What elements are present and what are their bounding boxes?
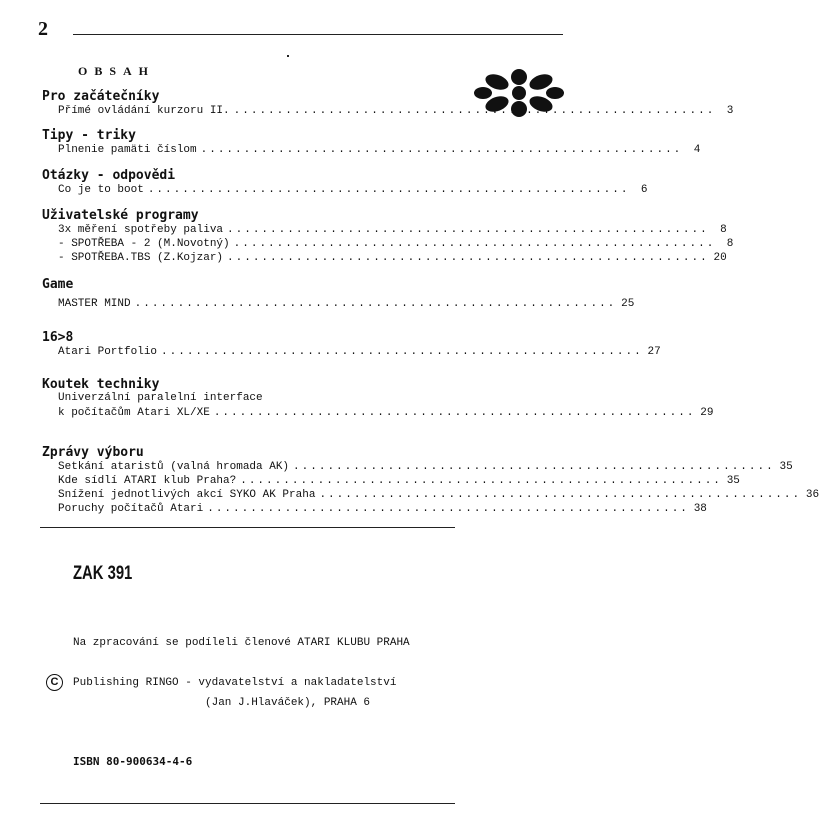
isbn: ISBN 80-900634-4-6	[73, 755, 193, 768]
section-title: Zprávy výboru	[42, 445, 144, 460]
toc-entry: MASTER MIND ........................................................ 25	[58, 298, 635, 310]
toc-entry: Co je to boot ........................................................ 6	[58, 184, 648, 196]
toc-entry: Plnenie pamäti číslom ........................................................ 4	[58, 144, 701, 156]
page-number: 2	[38, 18, 48, 40]
toc-line: Univerzální paralelní interface	[58, 392, 263, 404]
section-title: Game	[42, 277, 74, 292]
toc-entry: Snížení jednotlivých akcí SYKO AK Praha ........................................................ 36	[58, 489, 819, 501]
toc-entry: Poruchy počítačů Atari ........................................................ 38	[58, 503, 707, 515]
section-rule	[40, 527, 455, 528]
toc-entry: Kde sídlí ATARI klub Praha? ........................................................ 35	[58, 475, 740, 487]
contents-heading: OBSAH	[78, 64, 156, 78]
toc-entry: 3x měření spotřeby paliva ........................................................ 8	[58, 224, 727, 236]
issue-title: ZAK 391	[73, 563, 133, 584]
toc-entry: Setkání ataristů (valná hromada AK) ........................................................ 35	[58, 461, 793, 473]
publisher-line-2: (Jan J.Hlaváček), PRAHA 6	[205, 697, 371, 709]
section-title: 16>8	[42, 330, 74, 345]
copyright-icon: C	[46, 674, 63, 691]
publisher-line-1: Publishing RINGO - vydavatelství a nakladatelství	[73, 677, 397, 689]
section-title: Koutek techniky	[42, 377, 160, 392]
toc-entry: Přímé ovládání kurzoru II. ........................................................ 3	[58, 105, 734, 117]
credits-line: Na zpracování se podíleli členové ATARI KLUBU PRAHA	[73, 637, 410, 649]
toc-entry: Atari Portfolio ........................................................ 27	[58, 346, 661, 358]
toc-entry: - SPOTŘEBA.TBS (Z.Kojzar) ........................................................ 20	[58, 252, 727, 264]
print-speck	[287, 55, 289, 57]
toc-entry: k počítačům Atari XL/XE ........................................................ 29	[58, 407, 714, 419]
section-title: Pro začátečníky	[42, 89, 160, 104]
header-rule	[73, 34, 563, 35]
section-title: Otázky - odpovědi	[42, 168, 176, 183]
toc-entry: - SPOTŘEBA - 2 (M.Novotný) ........................................................ 8	[58, 238, 734, 250]
section-title: Tipy - triky	[42, 128, 136, 143]
section-title: Uživatelské programy	[42, 208, 199, 223]
footer-rule	[40, 803, 455, 804]
